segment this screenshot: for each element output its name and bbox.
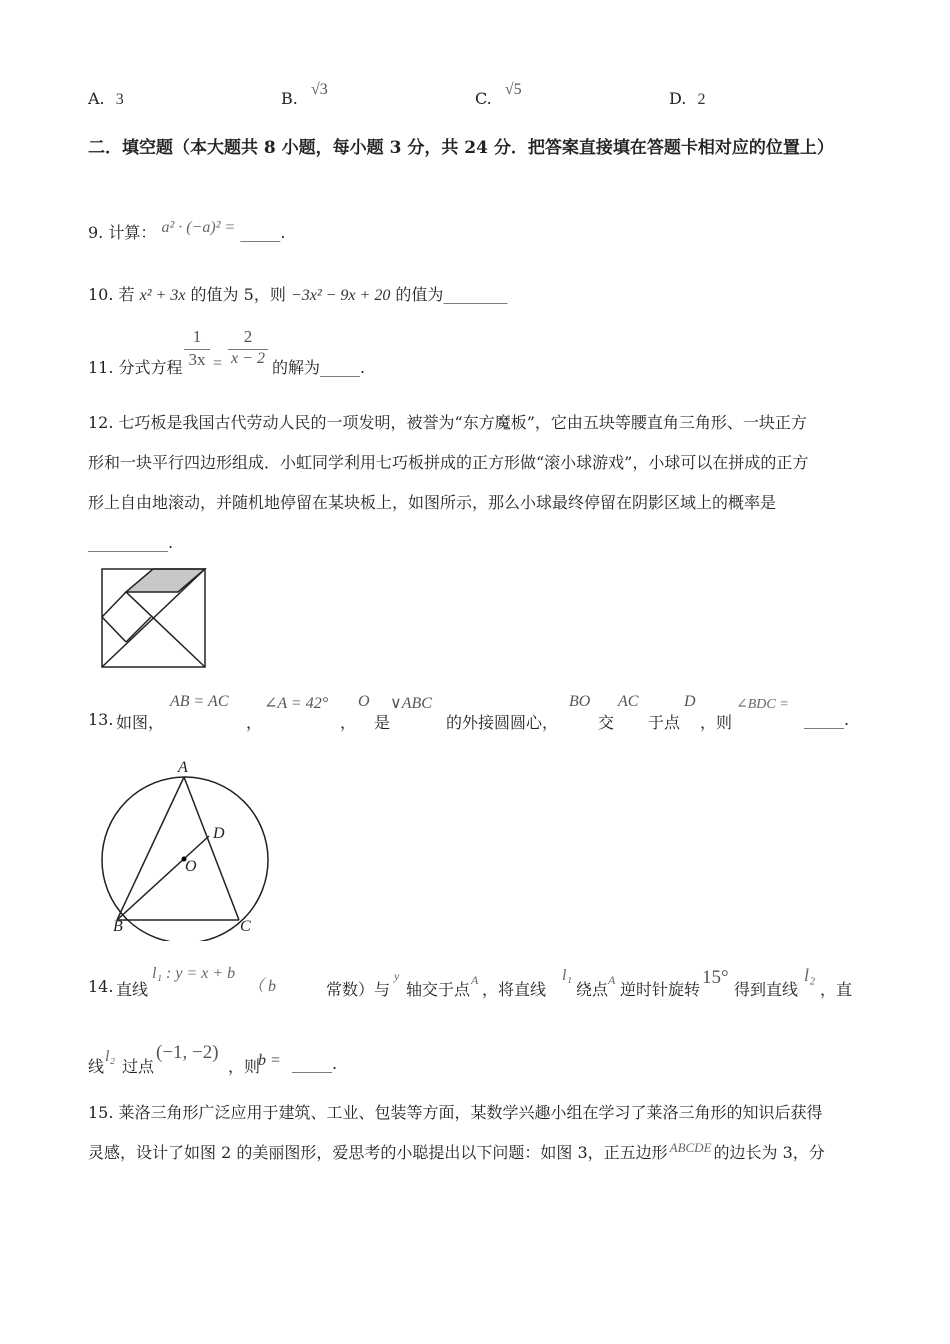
- choice-c: [475, 81, 522, 109]
- q14-t7: 得到直线: [734, 980, 799, 999]
- q9-number: 9.: [88, 223, 104, 242]
- q15-line-2: [88, 1133, 863, 1174]
- label-A: A: [178, 759, 188, 776]
- tangram-line: [102, 617, 126, 642]
- choice-a: [88, 89, 124, 109]
- q14-e3: y: [394, 969, 400, 983]
- q11-denominator-2: x − 2: [231, 350, 265, 367]
- tangram-figure: [98, 565, 210, 671]
- q14-e8: l₂: [804, 965, 816, 985]
- q14-t1: 直线: [116, 980, 149, 999]
- q11-fraction-1: [184, 327, 210, 370]
- q14-number: 14.: [88, 977, 114, 996]
- q12-line-1: [88, 403, 863, 443]
- q13-e4: ∨ABC: [390, 695, 432, 712]
- q13-t4: 是: [374, 713, 391, 732]
- question-12: [88, 403, 863, 563]
- q14-t4: ，将直线: [482, 980, 547, 999]
- q14-e10: (−1, −2): [156, 1042, 219, 1063]
- q13-t1: 如图，: [116, 713, 165, 732]
- choice-c-value: √5: [504, 81, 522, 98]
- choice-b-letter: B.: [281, 89, 298, 108]
- circle-triangle-figure: [96, 756, 281, 941]
- q14-e6: A: [608, 973, 616, 987]
- label-B: B: [113, 918, 123, 935]
- q13-e2: ∠A = 42°: [264, 695, 329, 712]
- q11-number: 11.: [88, 358, 114, 377]
- choice-b-value: √3: [310, 81, 328, 98]
- q14-t6: 逆时针旋转: [620, 980, 701, 999]
- choice-d: [669, 89, 705, 109]
- q13-e3: O: [358, 693, 370, 710]
- choice-d-letter: D.: [669, 89, 687, 108]
- q10-number: 10.: [88, 285, 114, 304]
- label-C: C: [240, 918, 251, 935]
- choice-a-letter: A.: [88, 89, 105, 108]
- choice-a-value: 3: [115, 91, 124, 108]
- q12-line-3: 形上自由地滚动，并随机地停留在某块板上，如图所示，那么小球最终停留在阴影区域上的概率是: [88, 493, 777, 512]
- q14-e11: b =: [258, 1052, 281, 1069]
- tangram-line: [102, 592, 126, 617]
- q9-blank: _____.: [240, 223, 286, 242]
- q10-expr1: x² + 3x: [139, 287, 186, 304]
- q11-suffix: 的解为_____.: [272, 358, 366, 377]
- segment-BD: [117, 836, 209, 920]
- question-14-line-2: [88, 1042, 488, 1078]
- q14-t9: 线: [88, 1057, 105, 1076]
- choice-b: [281, 81, 328, 109]
- section-heading: 二．填空题（本大题共 8 小题，每小题 3 分，共 24 分．把答案直接填在答题卡相对应的位置上）: [88, 138, 834, 158]
- q15-number: 15.: [88, 1103, 114, 1122]
- q13-t5: 的外接圆圆心，: [446, 713, 559, 732]
- q13-e1: AB = AC: [170, 693, 229, 710]
- q12-line-1-text: 七巧板是我国古代劳动人民的一项发明，被誉为“东方魔板”，它由五块等腰直角三角形、一块正方: [118, 413, 807, 432]
- q13-t7: 于点: [648, 713, 681, 732]
- q13-t2: ，: [246, 713, 263, 732]
- q14-t2: 常数）与: [326, 980, 391, 999]
- q14-blank: _____.: [292, 1054, 338, 1073]
- label-D: D: [213, 825, 225, 842]
- q11-denominator-1: 3x: [188, 350, 206, 369]
- q15-line-1-text: 莱洛三角形广泛应用于建筑、工业、包装等方面，某数学兴趣小组在学习了莱洛三角形的知识后获得: [118, 1103, 823, 1122]
- q15-line-2-text-a: 灵感，设计了如图 2 的美丽图形，爱思考的小聪提出以下问题：如图 3，正五边形: [88, 1143, 668, 1162]
- choice-c-letter: C.: [475, 89, 492, 108]
- segment-AB: [117, 777, 184, 920]
- q13-e6: AC: [618, 693, 639, 710]
- q13-e7: D: [684, 693, 696, 710]
- question-11-label: [88, 355, 183, 378]
- q10-text2: 的值为 5，则: [190, 285, 286, 304]
- segment-AC: [184, 777, 239, 920]
- q15-pentagon-label: ABCDE: [669, 1140, 712, 1155]
- q9-prefix: 计算：: [108, 223, 157, 242]
- q12-line-2: 形和一块平行四边形组成．小虹同学利用七巧板拼成的正方形做“滚小球游戏”，小球可以在拼成的正方: [88, 453, 809, 472]
- q15-line-1: [88, 1093, 863, 1133]
- q13-number: 13.: [88, 710, 114, 729]
- tangram-line: [126, 617, 151, 642]
- question-10: [88, 282, 507, 305]
- q11-prefix: 分式方程: [118, 358, 183, 377]
- q14-e5: l₁: [562, 967, 573, 984]
- q14-e1: l₁ : y = x + b: [152, 965, 236, 982]
- q14-t5: 绕点: [576, 980, 609, 999]
- question-15: [88, 1093, 863, 1174]
- q10-text1: 若: [118, 285, 135, 304]
- q14-t10: 过点: [122, 1057, 155, 1076]
- question-14-line-1: [88, 965, 868, 1001]
- q13-blank: _____.: [804, 710, 850, 729]
- q11-equals: =: [213, 355, 223, 372]
- q11-numerator-1: 1: [192, 327, 202, 346]
- q13-t3: ，: [340, 713, 357, 732]
- choice-d-value: 2: [697, 91, 706, 108]
- q13-t8: ，则: [700, 713, 733, 732]
- question-9: [88, 220, 286, 243]
- q11-fraction-2: [228, 327, 268, 368]
- q10-expr2: −3x² − 9x + 20: [290, 287, 391, 304]
- q13-t6: 交: [598, 713, 615, 732]
- q13-e8: ∠BDC =: [736, 697, 789, 712]
- q14-t3: 轴交于点: [406, 980, 471, 999]
- q14-e2: （ b: [248, 978, 277, 995]
- q12-line-4: __________.: [88, 533, 174, 552]
- q15-line-2-text-b: 的边长为 3，分: [713, 1143, 825, 1162]
- q11-numerator-2: 2: [243, 327, 253, 346]
- q14-e9: l₂: [105, 1048, 116, 1065]
- question-13: [88, 693, 868, 734]
- q14-t11: ，则: [228, 1057, 261, 1076]
- q14-e7: 15°: [702, 967, 729, 988]
- label-O: O: [185, 858, 197, 875]
- q10-text3: 的值为________: [395, 285, 508, 304]
- q13-e5: BO: [569, 693, 591, 710]
- q14-e4: A: [471, 973, 479, 987]
- q14-t8: ，直: [820, 980, 853, 999]
- q12-number: 12.: [88, 413, 114, 432]
- q9-expression: a² · (−a)² =: [161, 219, 236, 236]
